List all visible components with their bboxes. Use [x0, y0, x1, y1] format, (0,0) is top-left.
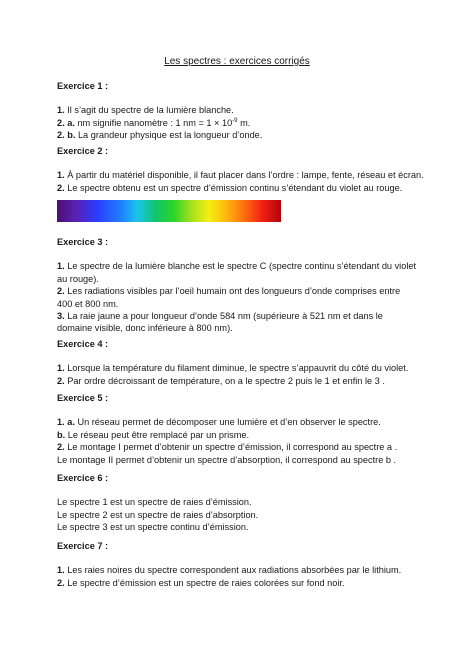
answer-text: Il s’agit du spectre de la lumière blanche. — [64, 105, 234, 116]
answer-text: La grandeur physique est la longueur d’onde. — [75, 130, 263, 141]
exercise-1 — [57, 80, 417, 142]
exercise-1-answer-1 — [57, 104, 417, 116]
answer-number: 3. — [57, 311, 65, 322]
exponent: -9 — [232, 117, 238, 124]
exercise-2-answer-2 — [57, 182, 417, 194]
answer-number: 2. a. — [57, 117, 75, 128]
exercise-6-line-2: Le spectre 2 est un spectre de raies d’absorption. — [57, 509, 259, 520]
answer-text: Le réseau peut être remplacé par un prisme. — [65, 429, 250, 440]
answer-text: Les radiations visibles par l’oeil humain ont des longueurs d’onde comprises entre 400 et 800 nm. — [57, 286, 401, 309]
exercise-4 — [57, 338, 417, 387]
exercise-6-line-1: Le spectre 1 est un spectre de raies d’émission. — [57, 497, 252, 508]
answer-text: La raie jaune a pour longueur d’onde 584 nm (supérieure à 521 nm et dans le domaine visible, donc inférieure à 800 nm). — [57, 311, 383, 334]
answer-text: Le spectre de la lumière blanche est le spectre C (spectre continu s’étendant du violet au rouge). — [57, 261, 417, 284]
exercise-3-answer-1 — [57, 260, 417, 285]
answer-text: Les raies noires du spectre correspondent aux radiations absorbées par le lithium. — [64, 565, 402, 576]
exercise-5-answer-2 — [57, 441, 417, 453]
answer-text: Le spectre d’émission est un spectre de raies colorées sur fond noir. — [64, 577, 345, 588]
exercise-5 — [57, 392, 417, 466]
continuous-spectrum-image — [57, 200, 281, 222]
exercise-4-answer-2 — [57, 375, 417, 387]
answer-number: 1. — [57, 170, 65, 181]
exercise-3-answer-2 — [57, 285, 417, 310]
answer-number: 2. — [57, 182, 65, 193]
exercise-2-answer-1 — [57, 169, 424, 181]
exercise-7-heading: Exercice 7 : — [57, 541, 109, 551]
answer-text: À partir du matériel disponible, il faut placer dans l’ordre : lampe, fente, réseau et écran. — [64, 170, 424, 181]
exercise-6-line-3: Le spectre 3 est un spectre continu d’émission. — [57, 522, 249, 533]
exercise-7-answer-1 — [57, 564, 417, 576]
exercise-1-answer-2b — [57, 129, 417, 141]
answer-number: 1. a. — [57, 417, 75, 428]
answer-number: 1. — [57, 565, 65, 576]
exercise-3 — [57, 236, 417, 335]
exercise-1-heading: Exercice 1 : — [57, 81, 109, 91]
exercise-7-answer-2 — [57, 577, 417, 589]
answer-number: b. — [57, 429, 66, 440]
answer-number: 2. — [57, 442, 65, 453]
exercise-5-heading: Exercice 5 : — [57, 393, 109, 403]
answer-text: Un réseau permet de décomposer une lumière et d’en observer le spectre. — [74, 417, 381, 428]
answer-text: Par ordre décroissant de température, on a le spectre 2 puis le 1 et enfin le 3 . — [64, 375, 385, 386]
exercise-7 — [57, 540, 417, 589]
exercise-5-answer-1a — [57, 416, 417, 428]
answer-text: Le spectre obtenu est un spectre d’émission continu s’étendant du violet au rouge. — [64, 182, 403, 193]
answer-number: 1. — [57, 105, 65, 116]
answer-number: 2. — [57, 577, 65, 588]
exercise-2-heading: Exercice 2 : — [57, 146, 109, 156]
answer-text: Lorsque la température du filament diminue, le spectre s’appauvrit du côté du violet. — [64, 363, 409, 374]
answer-number: 1. — [57, 363, 65, 374]
answer-number: 2. b. — [57, 130, 76, 141]
exercise-4-answer-1 — [57, 362, 417, 374]
exercise-3-answer-3 — [57, 310, 417, 335]
page-title: Les spectres : exercices corrigés — [164, 56, 310, 67]
exercise-5-answer-2-cont: Le montage II permet d’obtenir un spectre d’absorption, il correspond au spectre b . — [57, 454, 397, 465]
exercise-5-answer-1b — [57, 429, 417, 441]
exercise-6-heading: Exercice 6 : — [57, 473, 109, 483]
answer-number: 2. — [57, 375, 65, 386]
exercise-6 — [57, 472, 417, 534]
exercise-4-heading: Exercice 4 : — [57, 339, 109, 349]
answer-number: 2. — [57, 286, 65, 297]
answer-number: 1. — [57, 261, 65, 272]
answer-text: nm signifie nanomètre : 1 nm = 1 × 10 — [74, 117, 233, 128]
answer-text-end: m. — [237, 117, 251, 128]
exercise-3-heading: Exercice 3 : — [57, 237, 109, 247]
exercise-2 — [57, 145, 424, 194]
exercise-1-answer-2a — [57, 117, 417, 129]
answer-text: Le montage I permet d’obtenir un spectre d’émission, il correspond au spectre a . — [64, 442, 398, 453]
